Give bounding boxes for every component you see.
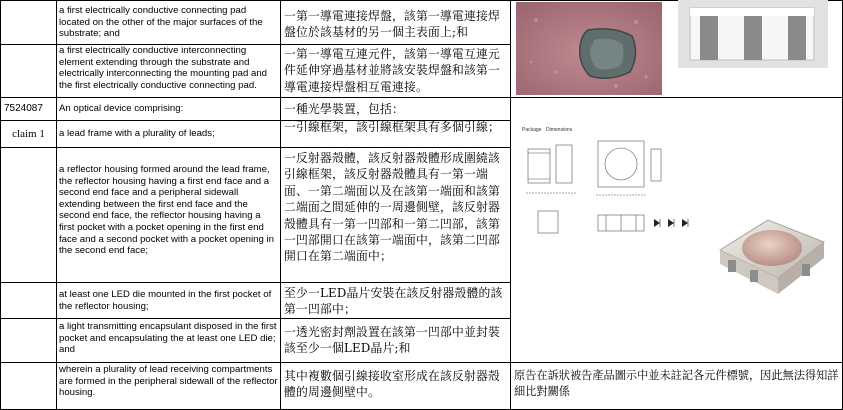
patent-number-cell: 7524087	[4, 103, 43, 114]
chinese-claim-cell: 一種光學裝置，包括：	[284, 102, 404, 116]
chinese-claim-cell: 一引線框架，該引線框架具有多個引線；	[284, 121, 500, 134]
chinese-claim-cell: 至少一LED晶片安裝在該反射器殼體的該第一凹部中；	[284, 286, 503, 317]
pad-micrograph-image	[516, 2, 662, 95]
remark-cell: 原告在訴狀被告產品圖示中並未註記各元件標號，因此無法得知詳細比對關係	[514, 369, 839, 398]
led-package-photo	[706, 198, 836, 308]
chinese-claim-cell: 一透光密封劑設置在該第一凹部中並封裝該至少一個LED晶片;和	[284, 325, 500, 356]
english-claim-cell: a first electrically conductive connecting pad located on the other of the major surfaces of the substrate; and	[59, 5, 263, 40]
drawing-heading-1: Package	[522, 127, 542, 133]
row-divider	[0, 362, 843, 363]
english-claim-cell: An optical device comprising:	[59, 103, 184, 114]
english-claim-cell: a light transmitting encapsulant disposed in the first pocket and encapsulating the at least one LED die; and	[59, 321, 277, 356]
english-claim-cell: at least one LED die mounted in the first pocket of the reflector housing;	[59, 289, 272, 312]
package-dimension-drawing	[516, 123, 706, 263]
chinese-claim-cell: 一第一導電連接焊盤，該第一導電連接焊盤位於該基材的另一個主表面上;和	[284, 9, 500, 40]
row-divider	[0, 282, 510, 283]
chinese-claim-cell: 一第一導電互連元件，該第一導電互連元件延伸穿過基材並將該安裝焊盤和該第一導電連接焊盤相互電連接。	[284, 47, 500, 94]
column-divider	[0, 0, 1, 410]
chinese-claim-cell: 其中複數個引線接收室形成在該反射器殼體的周邊側壁中。	[284, 369, 500, 400]
row-divider	[0, 318, 510, 319]
english-claim-cell: a lead frame with a plurality of leads;	[59, 128, 215, 139]
column-divider	[510, 0, 511, 410]
chinese-claim-cell: 一反射器殼體，該反射器殼體形成圍繞該引線框架，該反射器殼體具有一第一端面、一第二端面以及在該第一端面和該第二端面之間延伸的一周邊側壁，該反射器殼體具有一第一凹部和一第二凹部，該第一凹部開口在該第一端面中，該第二凹部開口在第二端面中；	[284, 151, 500, 264]
claim-number-cell: claim 1	[12, 128, 45, 140]
english-claim-cell: wherein a plurality of lead receiving compartments are formed in the peripheral sidewall of the reflector housing.	[59, 364, 278, 399]
drawing-heading-2: Dimensions	[546, 127, 573, 133]
english-claim-cell: a first electrically conductive interconnecting element extending through the substrate and electrically interconnecting the mounting pad and the first electrically conductive connecting pad.	[59, 45, 267, 91]
english-claim-cell: a reflector housing formed around the lead frame, the reflector housing having a first end face and a second end face and a peripheral sidewall extending between the first end face and the second end face, the reflector housing having a first pocket with a pocket opening in the first end face and a second pocket with a pocket opening in the second end face;	[59, 164, 274, 257]
row-divider	[0, 147, 510, 148]
package-side-photo	[678, 0, 828, 68]
